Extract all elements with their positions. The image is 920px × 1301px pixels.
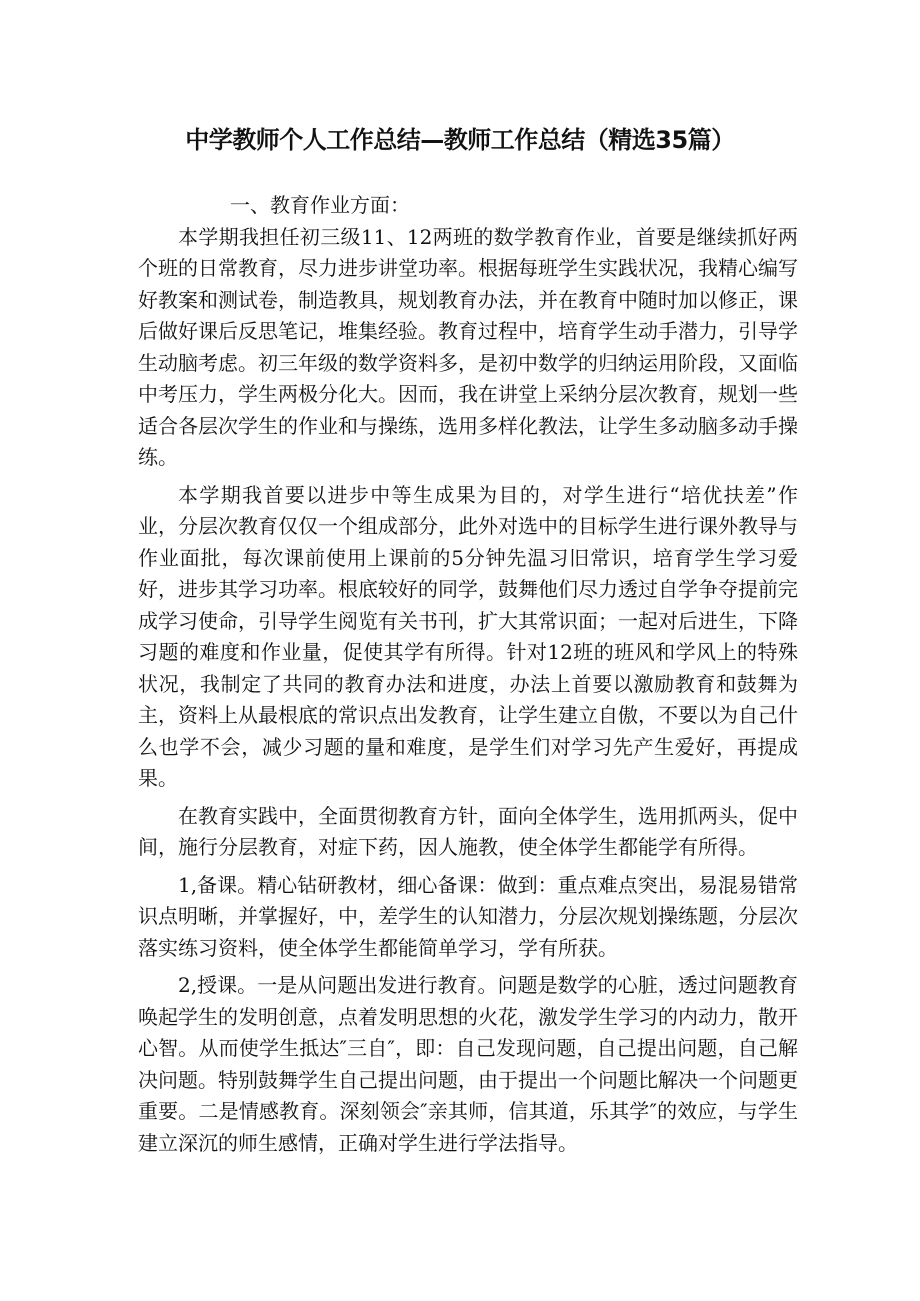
paragraph: 在教育实践中，全面贯彻教育方针，面向全体学生，选用抓两头，促中间，施行分层教育，对症下药，因人施教，使全体学生都能学有所得。 [138, 803, 798, 859]
paragraph: 2,授课。一是从问题出发进行教育。问题是数学的心脏，透过问题教育唤起学生的发明创意，点着发明思想的火花，激发学生学习的内动力，散开心智。从而使学生抵达″三自″，即：自己发现问题，自己提出问题，自己解决问题。特别鼓舞学生自己提出问题，由于提出一个问题比解决一个问题更重要。二是情感教育。深刻领会″亲其师，信其道，乐其学″的效应，与学生建立深沉的师生感情，正确对学生进行学法指导。 [138, 973, 798, 1155]
paragraph: 本学期我担任初三级11、12两班的数学教育作业，首要是继续抓好两个班的日常教育，尽力进步讲堂功率。根据每班学生实践状况，我精心编写好教案和测试卷，制造教具，规划教育办法，并在教育中随时加以修正，课后做好课后反思笔记，堆集经验。教育过程中，培育学生动手潜力，引导学生动脑考虑。初三年级的数学资料多，是初中数学的归纳运用阶段，又面临中考压力，学生两极分化大。因而，我在讲堂上采纳分层次教育，规划一些适合各层次学生的作业和与操练，选用多样化教法，让学生多动脑多动手操练。 [138, 224, 798, 469]
document-body [138, 190, 798, 1165]
document-title: 中学教师个人工作总结—教师工作总结（精选35篇） [185, 126, 735, 154]
paragraph: 本学期我首要以进步中等生成果为目的，对学生进行“培优扶差”作业，分层次教育仅仅一个组成部分，此外对选中的目标学生进行课外教导与作业面批，每次课前使用上课前的5分钟先温习旧常识，培育学生学习爱好，进步其学习功率。根底较好的同学，鼓舞他们尽力透过自学争夺提前完成学习使命，引导学生阅览有关书刊，扩大其常识面；一起对后进生，下降习题的难度和作业量，促使其学有所得。针对12班的班风和学风上的特殊状况，我制定了共同的教育办法和进度，办法上首要以激励教育和鼓舞为主，资料上从最根底的常识点出发教育，让学生建立自傲，不要以为自己什么也学不会，减少习题的量和难度，是学生们对学习先产生爱好，再提成果。 [138, 482, 798, 790]
paragraph: 1,备课。精心钻研教材，细心备课：做到：重点难点突出，易混易错常识点明晰，并掌握好，中，差学生的认知潜力，分层次规划操练题，分层次落实练习资料，使全体学生都能简单学习，学有所获。 [138, 872, 798, 960]
section-heading: 一、教育作业方面： [230, 193, 410, 217]
